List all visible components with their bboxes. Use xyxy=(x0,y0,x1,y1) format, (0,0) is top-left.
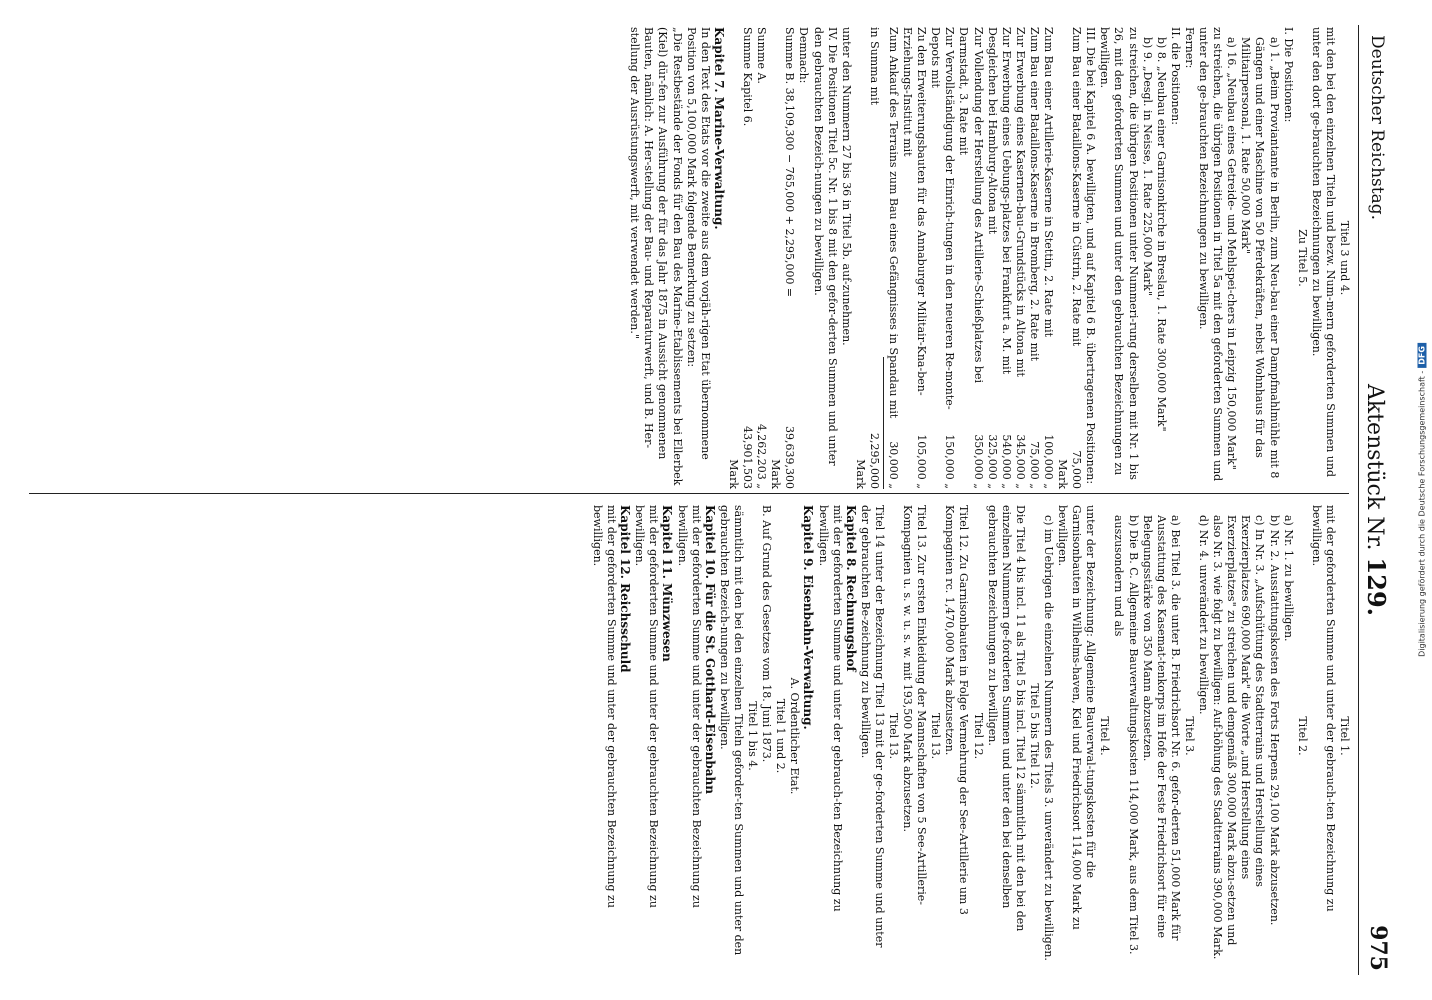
sum-rule xyxy=(883,357,884,489)
digitization-text: Digitalisierung gefördert durch die Deutsche Forschungsgemeinschaft - xyxy=(1417,370,1427,657)
amount-row xyxy=(1013,27,1027,489)
amount-label: Zur Vervollständigung der Einrich-tungen in den neueren Re-monte-Depots mit xyxy=(929,27,957,410)
amount-row xyxy=(768,27,796,489)
paragraph: a) Nr. 1. zu bewilligen. xyxy=(1281,515,1295,642)
digitization-strip xyxy=(1412,0,1432,1000)
amount-value: 2,295,000 Mark xyxy=(853,433,881,489)
section-title: Titel 12. xyxy=(971,712,985,760)
chapter-heading: Kapitel 11. Münzwesen xyxy=(660,505,675,662)
amount-value: 350,000 „ xyxy=(971,434,985,489)
amount-value: 325,000 „ xyxy=(985,434,999,489)
section-title: Titel 1 bis 4. xyxy=(746,701,760,771)
section-title: Titel 2. xyxy=(1295,716,1309,756)
amount-label: Summe A. xyxy=(755,27,769,84)
amount-label: Zur Erwerbung eines Uebungs-platzes bei Frankfurt a. M. mit xyxy=(999,27,1013,375)
amount-label: Zur Vollendung der Herstellung des Artillerie-Schießplatzes bei Darmstadt, 3. Rate mit xyxy=(957,27,985,383)
section-title: Titel 5 bis Titel 12. xyxy=(1027,683,1041,789)
section-title: Titel 3. xyxy=(1182,716,1196,756)
paragraph: Titel 14 unter der Bezeichnung Titel 13 mit der ge-forderten Summe und unter der gebrauchten Be-zeichnung zu bewilligen. xyxy=(858,505,886,948)
header-center-number: 129. xyxy=(1362,557,1391,616)
paragraph: III. Die bei Kapitel 6 A. bewilligten, und auf Kapitel 6 B. übertragenen Positionen: xyxy=(1084,27,1098,485)
amount-value: 540,000 „ xyxy=(999,434,1013,489)
section-title: Zu Titel 5. xyxy=(1295,229,1309,287)
amount-row xyxy=(999,27,1013,489)
amount-row xyxy=(900,27,928,489)
dfg-badge: DFG xyxy=(1418,343,1427,368)
paragraph: zu streichen, die übrigen Positionen in Titel 5a mit den geforderten Summen und unter den ge-brauchten Bezeichnungen zu bewilligen. xyxy=(1197,27,1225,482)
paragraph: I. Die Positionen: xyxy=(1281,27,1295,123)
paragraph: Titel 13. Zur ersten Einkleidung der Mannschaften von 5 See-Artillerie-Kompagnien u. s. w. u. s. w. mit 193,500 Mark abzusetzen. xyxy=(901,505,929,905)
amount-row xyxy=(1027,27,1041,489)
amount-value: 75,000 Mark xyxy=(1056,450,1084,489)
paragraph: b) 9. „Desgl. in Neisse, 1. Rate 225,000 Mark" xyxy=(1140,37,1154,296)
page-number: 975 xyxy=(1365,925,1391,971)
amount-label: Desgleichen bei Hamburg-Altona mit xyxy=(985,27,999,235)
paragraph: d) Nr. 4. unverändert zu bewilligen. xyxy=(1197,515,1211,715)
amount-row xyxy=(928,27,956,489)
chapter-heading: Kapitel 9. Eisenbahn-Verwaltung. xyxy=(801,505,816,730)
chapter-heading: Kapitel 10. Für die St. Gotthard-Eisenbahn xyxy=(702,505,717,794)
header-center xyxy=(1362,15,1391,985)
amount-value: 100,000 „ xyxy=(1042,434,1056,489)
amount-row xyxy=(1041,27,1055,489)
digitization-note xyxy=(1418,343,1427,657)
amount-row xyxy=(985,27,999,489)
paragraph: mit der geforderten Summe und unter der gebrauchten Bezeichnung zu bewilligen. xyxy=(675,505,703,908)
section-title: Titel 1 und 2. xyxy=(774,698,788,774)
paragraph: mit den bei den einzelnen Titeln und bezw. Num-mern geforderten Summen und unter den dort ge-brauchten Bezeichnungen zu bewilligen. xyxy=(1309,27,1337,478)
paragraph: Die Titel 4 bis incl. 11 als Titel 5 bis incl. Titel 12 sämmtlich mit den bei den einzelnen Nummern ge-forderten Summen und unter den bei denselben gebrauchten Bezeichnungen zu bewilligen. xyxy=(985,505,1027,932)
amount-label: Zum Bau einer Bataillons-Kaserne in Bromberg, 2. Rate mit xyxy=(1027,27,1041,361)
amount-row xyxy=(886,27,900,489)
section-title: Titel 13. xyxy=(929,712,943,760)
right-column xyxy=(590,505,1351,967)
paragraph: Titel 12. Zu Garnisonbauten in Folge Vermehrung der See-Artillerie um 3 Kompagnien rc. 1,470,000 Mark abzusetzen. xyxy=(943,505,971,915)
paragraph: b) 8. „Neubau einer Garnisonkirche in Breslau, 1. Rate 300,000 Mark" xyxy=(1154,37,1168,432)
amount-value: 39,639,300 Mark xyxy=(769,426,797,489)
section-title: A. Ordentlicher Etat. xyxy=(788,677,802,795)
section-title: Titel 13. xyxy=(887,712,900,760)
paragraph: IV. Die Positionen Titel 5c. Nr. 1 bis 8 mit den gefor-derten Summen und unter den gebrauchten Bezeich-nungen zu bewilligen. xyxy=(811,27,839,466)
amount-value: 105,000 „ xyxy=(915,434,929,489)
amount-label: Zur Erwerbung eines Kasernen-bau-Grundstücks in Altona mit xyxy=(1013,27,1027,377)
paragraph: mit der geforderten Summe und unter der gebrauchten Bezeichnung zu bewilligen. xyxy=(633,505,661,908)
amount-value: 75,000 „ xyxy=(1027,441,1041,489)
amount-row xyxy=(853,27,881,489)
amount-label: Zu den Erweiterungsbauten für das Annaburger Militair-Kna-ben-Erziehungs-Institut mit xyxy=(901,27,929,396)
paragraph: zu streichen, die übrigen Positionen unter Nummeri-rung derselben mit Nr. 1 bis 26, mit den geforderten Summen und unter den gebrauchten Bezeichnungen zu bewilligen. xyxy=(1098,27,1140,480)
amount-value: 30,000 „ xyxy=(887,441,900,489)
amount-label: Summe Kapitel 6. xyxy=(741,27,755,127)
paragraph: mit der geforderten Summe und unter der gebrauch-ten Bezeichnung zu bewilligen. xyxy=(1309,505,1337,912)
section-title: Titel 4. xyxy=(1098,716,1112,756)
header-left: Deutscher Reichstag. xyxy=(1367,35,1387,220)
paragraph: a) 1. „Beim Proviantamte in Berlin, zum Neu-bau einer Dampfmahlmühle mit 8 Gängen und einer Maschine von 50 Pferdekräften, nebst Wohnhaus für das Militairpersonal, 1. Rate 50,000 Mark" xyxy=(1239,37,1281,479)
amount-value: 150,000 „ xyxy=(943,434,957,489)
paragraph: mit der geforderten Summe und unter der gebrauchten Bezeichnung zu bewilligen. xyxy=(591,505,619,908)
amount-value: 4,262,203 „ xyxy=(755,423,769,489)
paragraph: unter den Nummern 27 bis 36 in Titel 5b. auf-zunehmen. xyxy=(839,27,853,346)
left-column xyxy=(627,27,1351,489)
paragraph: c) im Uebrigen die einzelnen Nummern des Titels 3. unverändert zu bewilligen. xyxy=(1042,515,1056,961)
paragraph: b) Die B. C. Allgemeine Bauverwaltungskosten 114,000 Mark, aus dem Titel 3. auszusondern und als xyxy=(1112,515,1140,955)
paragraph: sämmtlich mit den bei den einzelnen Titeln geforder-ten Summen und unter den gebrauchten Bezeich-nungen zu bewilligen. xyxy=(717,505,745,956)
chapter-heading: Kapitel 7. Marine-Verwaltung. xyxy=(711,27,726,230)
paragraph: II. die Positionen: xyxy=(1168,27,1182,125)
chapter-heading: Kapitel 12. Reichsschuld xyxy=(618,505,633,673)
amount-label: Summe B. 38,109,300 − 765,000 + 2,295,000 = xyxy=(783,27,797,298)
amount-value: 345,000 „ xyxy=(1013,434,1027,489)
paragraph: In den Text des Etats vor die zweite aus dem vorjäh-rigen Etat übernommene Position von 5,100,000 Mark folgende Bemerkung zu setzen: xyxy=(684,27,712,460)
section-title: Titel 3 und 4. xyxy=(1338,220,1351,296)
amount-label: Zum Bau einer Bataillons-Kaserne in Cüstrin, 2. Rate mit xyxy=(1070,27,1084,347)
paragraph: Demnach: xyxy=(797,27,811,84)
paragraph: B. Auf Grund des Gesetzes vom 18. Juni 1873. xyxy=(760,505,774,763)
amount-value: 43,901,503 Mark xyxy=(726,426,755,489)
amount-label: in Summa mit xyxy=(867,27,881,106)
amount-label: Zum Ankauf des Terrains zum Bau eines Gefängnisses in Spandau mit xyxy=(887,27,900,419)
amount-label: Zum Bau einer Artillerie-Kaserne in Stettin, 2. Rate mit xyxy=(1042,27,1056,338)
amount-row xyxy=(1055,27,1083,489)
paragraph: Ferner: xyxy=(1182,27,1196,69)
chapter-heading: Kapitel 8. Rechnungshof xyxy=(843,505,858,672)
paragraph: mit der geforderten Summe und unter der gebrauch-ten Bezeichnung zu bewilligen. xyxy=(816,505,844,912)
paragraph: „Die Restbestände der Fonds für den Bau des Marine-Etablissements bei Ellerbek (Kiel) dür-fen zur Ausführung der für das Jahr 1875 in Aussicht genommenen Bauten, nämlich: A. Her-stellung der Bau- und Reparaturwerft, und B. Her-stellung der Ausrüstungswerft, mit verwendet werden." xyxy=(628,27,684,486)
rotated-page-content xyxy=(5,15,1395,985)
paragraph: unter der Bezeichnung: Allgemeine Bauverwal-tungskosten für die Garnisonbauten in Wilhelms-haven, Kiel und Friedrichsort 114,000 Mark zu bewilligen. xyxy=(1056,505,1098,930)
page-header xyxy=(1361,15,1395,985)
paragraph: a) Bei Titel 3. die unter B. Friedrichsort Nr. 6. gefor-derten 51,000 Mark für Ausstattung des Kasemat-tenkorps im Hofe der Feste Friedrichsort für eine Belegungsstärke von 350 Mann abzusetzen. xyxy=(1140,515,1182,941)
amount-row xyxy=(956,27,984,489)
paragraph: a) 16. „Neubau eines Getreide- und Mehlspei-chers in Leipzig 150,000 Mark" xyxy=(1225,37,1239,470)
column-rule xyxy=(29,493,1349,494)
paragraph: b) Nr. 2. Ausstattungskosten des Forts Herpens 29,100 Mark abzusetzen. xyxy=(1267,515,1281,926)
paragraph: c) In Nr. 3. „Aufschüttung des Stadtterrains und Herstellung eines Exerzierplatzes 690,000 Mark" die Worte „und Herstellung eines Exerzierplatzes" zu streichen und demgemäß 300,000 Mark abzu-setzen und also Nr. 3. wie folgt zu bewilligen: Auf-höhung des Stadtterrains 390,000 Mark. xyxy=(1211,515,1267,960)
header-rule xyxy=(1358,25,1359,975)
section-title: Titel 1. xyxy=(1338,716,1351,756)
amount-row xyxy=(726,27,754,489)
amount-row xyxy=(754,27,768,489)
header-center-label: Aktenstück Nr. xyxy=(1362,384,1387,551)
